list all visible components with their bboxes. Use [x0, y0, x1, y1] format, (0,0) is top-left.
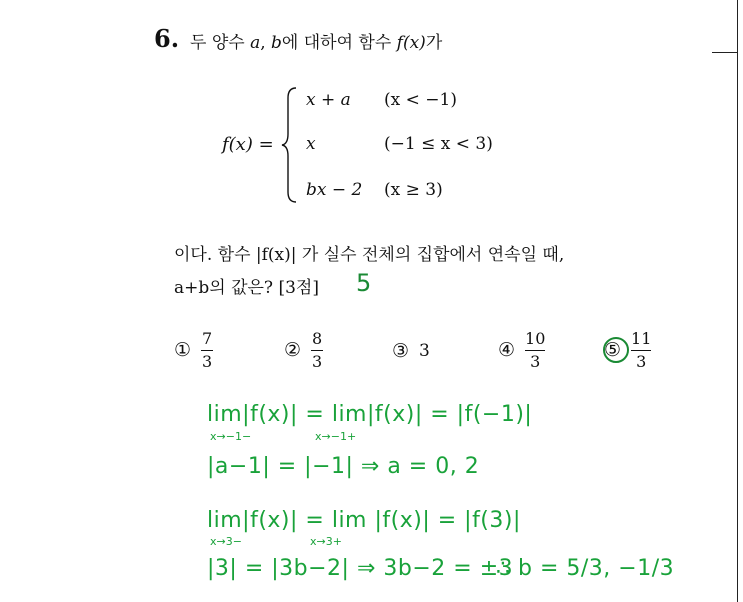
- handwritten-limit-sub-2: x→−1+: [315, 430, 357, 443]
- page-border-tick: [712, 52, 737, 53]
- choice-3-value: 3: [419, 341, 430, 361]
- case-1-condition: (x < −1): [384, 90, 457, 110]
- handwritten-line-3: lim|f(x)| = lim |f(x)| = |f(3)|: [207, 508, 521, 533]
- selected-answer-circle: [603, 337, 629, 363]
- choice-4-marker: ④: [498, 339, 516, 362]
- case-2-condition: (−1 ≤ x < 3): [384, 134, 493, 154]
- choice-3[interactable]: [392, 340, 430, 362]
- handwritten-limit-sub-1: x→−1−: [210, 430, 252, 443]
- choice-5-value: $\frac{11}{3}$: [631, 329, 652, 371]
- handwritten-line-1: lim|f(x)| = lim|f(x)| = |f(−1)|: [207, 402, 533, 427]
- handwritten-line-4: |3| = |3b−2| ⇒ 3b−2 = ±3: [207, 556, 514, 581]
- choice-1-value: $\frac{7}{3}$: [201, 329, 213, 371]
- choice-2-marker: ②: [284, 339, 302, 362]
- case-3-condition: (x ≥ 3): [384, 180, 443, 200]
- choice-1-marker: ①: [174, 339, 192, 362]
- case-2-expression: x: [306, 134, 316, 154]
- question-number: 6.: [154, 24, 180, 53]
- choice-5-marker: ⑤: [604, 339, 622, 362]
- question-body-line-1: 이다. 함수 |f(x)| 가 실수 전체의 집합에서 연속일 때,: [174, 245, 565, 265]
- handwritten-answer: 5: [356, 269, 372, 297]
- left-brace-icon: [280, 86, 300, 204]
- choice-1[interactable]: [174, 330, 213, 370]
- function-lhs: f(x) =: [222, 134, 274, 155]
- choice-4-value: $\frac{10}{3}$: [525, 329, 546, 371]
- choice-4[interactable]: [498, 330, 545, 370]
- handwritten-limit-sub-3: x→3−: [210, 535, 242, 548]
- question-body-line-2: a+b의 값은? [3점]: [174, 278, 319, 298]
- question-intro: 두 양수 a, b에 대하여 함수 f(x)가: [190, 33, 443, 53]
- handwritten-conclusion: ∴ b = 5/3, −1/3: [496, 556, 675, 581]
- case-1-expression: x + a: [306, 90, 351, 110]
- choice-3-marker: ③: [392, 340, 410, 362]
- handwritten-line-2: |a−1| = |−1| ⇒ a = 0, 2: [207, 454, 480, 479]
- case-3-expression: bx − 2: [306, 180, 363, 200]
- handwritten-limit-sub-4: x→3+: [310, 535, 342, 548]
- choice-2-value: $\frac{8}{3}$: [311, 329, 323, 371]
- page-border-right: [737, 0, 738, 602]
- choice-2[interactable]: [284, 330, 323, 370]
